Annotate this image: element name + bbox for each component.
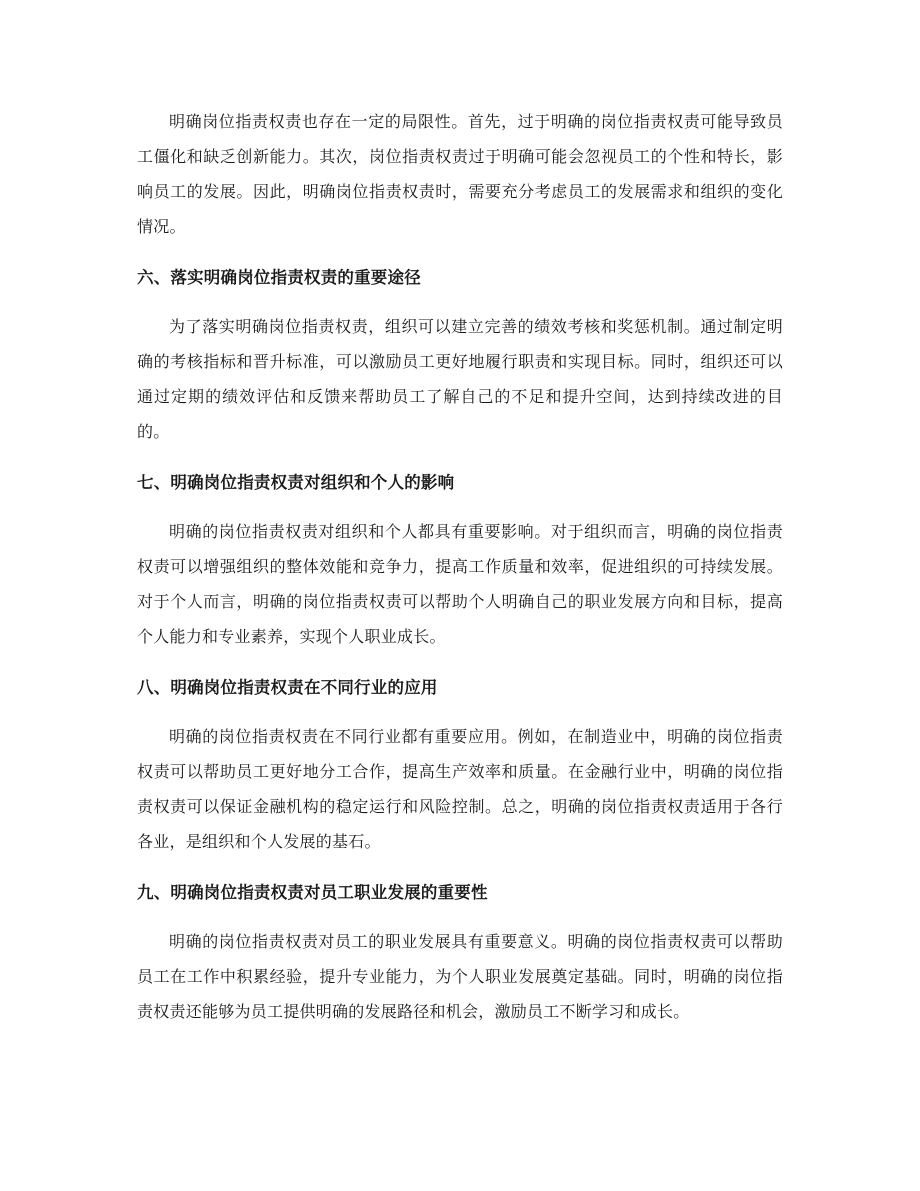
intro-paragraph: 明确岗位指责权责也存在一定的局限性。首先，过于明确的岗位指责权责可能导致员工僵化和缺乏创新能力。其次，岗位指责权责过于明确可能会忽视员工的个性和特长，影响员工的发展。因此，明确岗位指责权责时，需要充分考虑员工的发展需求和组织的变化情况。 [137,112,783,236]
section-8-paragraph: 明确的岗位指责权责在不同行业都有重要应用。例如，在制造业中，明确的岗位指责权责可以帮助员工更好地分工合作，提高生产效率和质量。在金融行业中，明确的岗位指责权责可以保证金融机构的稳定运行和风险控制。总之，明确的岗位指责权责适用于各行各业，是组织和个人发展的基石。 [137,727,783,851]
document-body [137,104,783,1029]
section-8-heading: 八、明确岗位指责权责在不同行业的应用 [137,678,438,697]
section-9-heading: 九、明确岗位指责权责对员工职业发展的重要性 [137,883,488,902]
section-7-heading: 七、明确岗位指责权责对组织和个人的影响 [137,473,455,492]
section-9-paragraph: 明确的岗位指责权责对员工的职业发展具有重要意义。明确的岗位指责权责可以帮助员工在工作中积累经验，提升专业能力，为个人职业发展奠定基础。同时，明确的岗位指责权责还能够为员工提供明确的发展路径和机会，激励员工不断学习和成长。 [137,932,783,1021]
section-6-heading: 六、落实明确岗位指责权责的重要途径 [137,268,421,287]
section-7-paragraph: 明确的岗位指责权责对组织和个人都具有重要影响。对于组织而言，明确的岗位指责权责可以增强组织的整体效能和竞争力，提高工作质量和效率，促进组织的可持续发展。对于个人而言，明确的岗位指责权责可以帮助个人明确自己的职业发展方向和目标，提高个人能力和专业素养，实现个人职业成长。 [137,522,783,646]
section-6-paragraph: 为了落实明确岗位指责权责，组织可以建立完善的绩效考核和奖惩机制。通过制定明确的考核指标和晋升标准，可以激励员工更好地履行职责和实现目标。同时，组织还可以通过定期的绩效评估和反馈来帮助员工了解自己的不足和提升空间，达到持续改进的目的。 [137,317,783,441]
